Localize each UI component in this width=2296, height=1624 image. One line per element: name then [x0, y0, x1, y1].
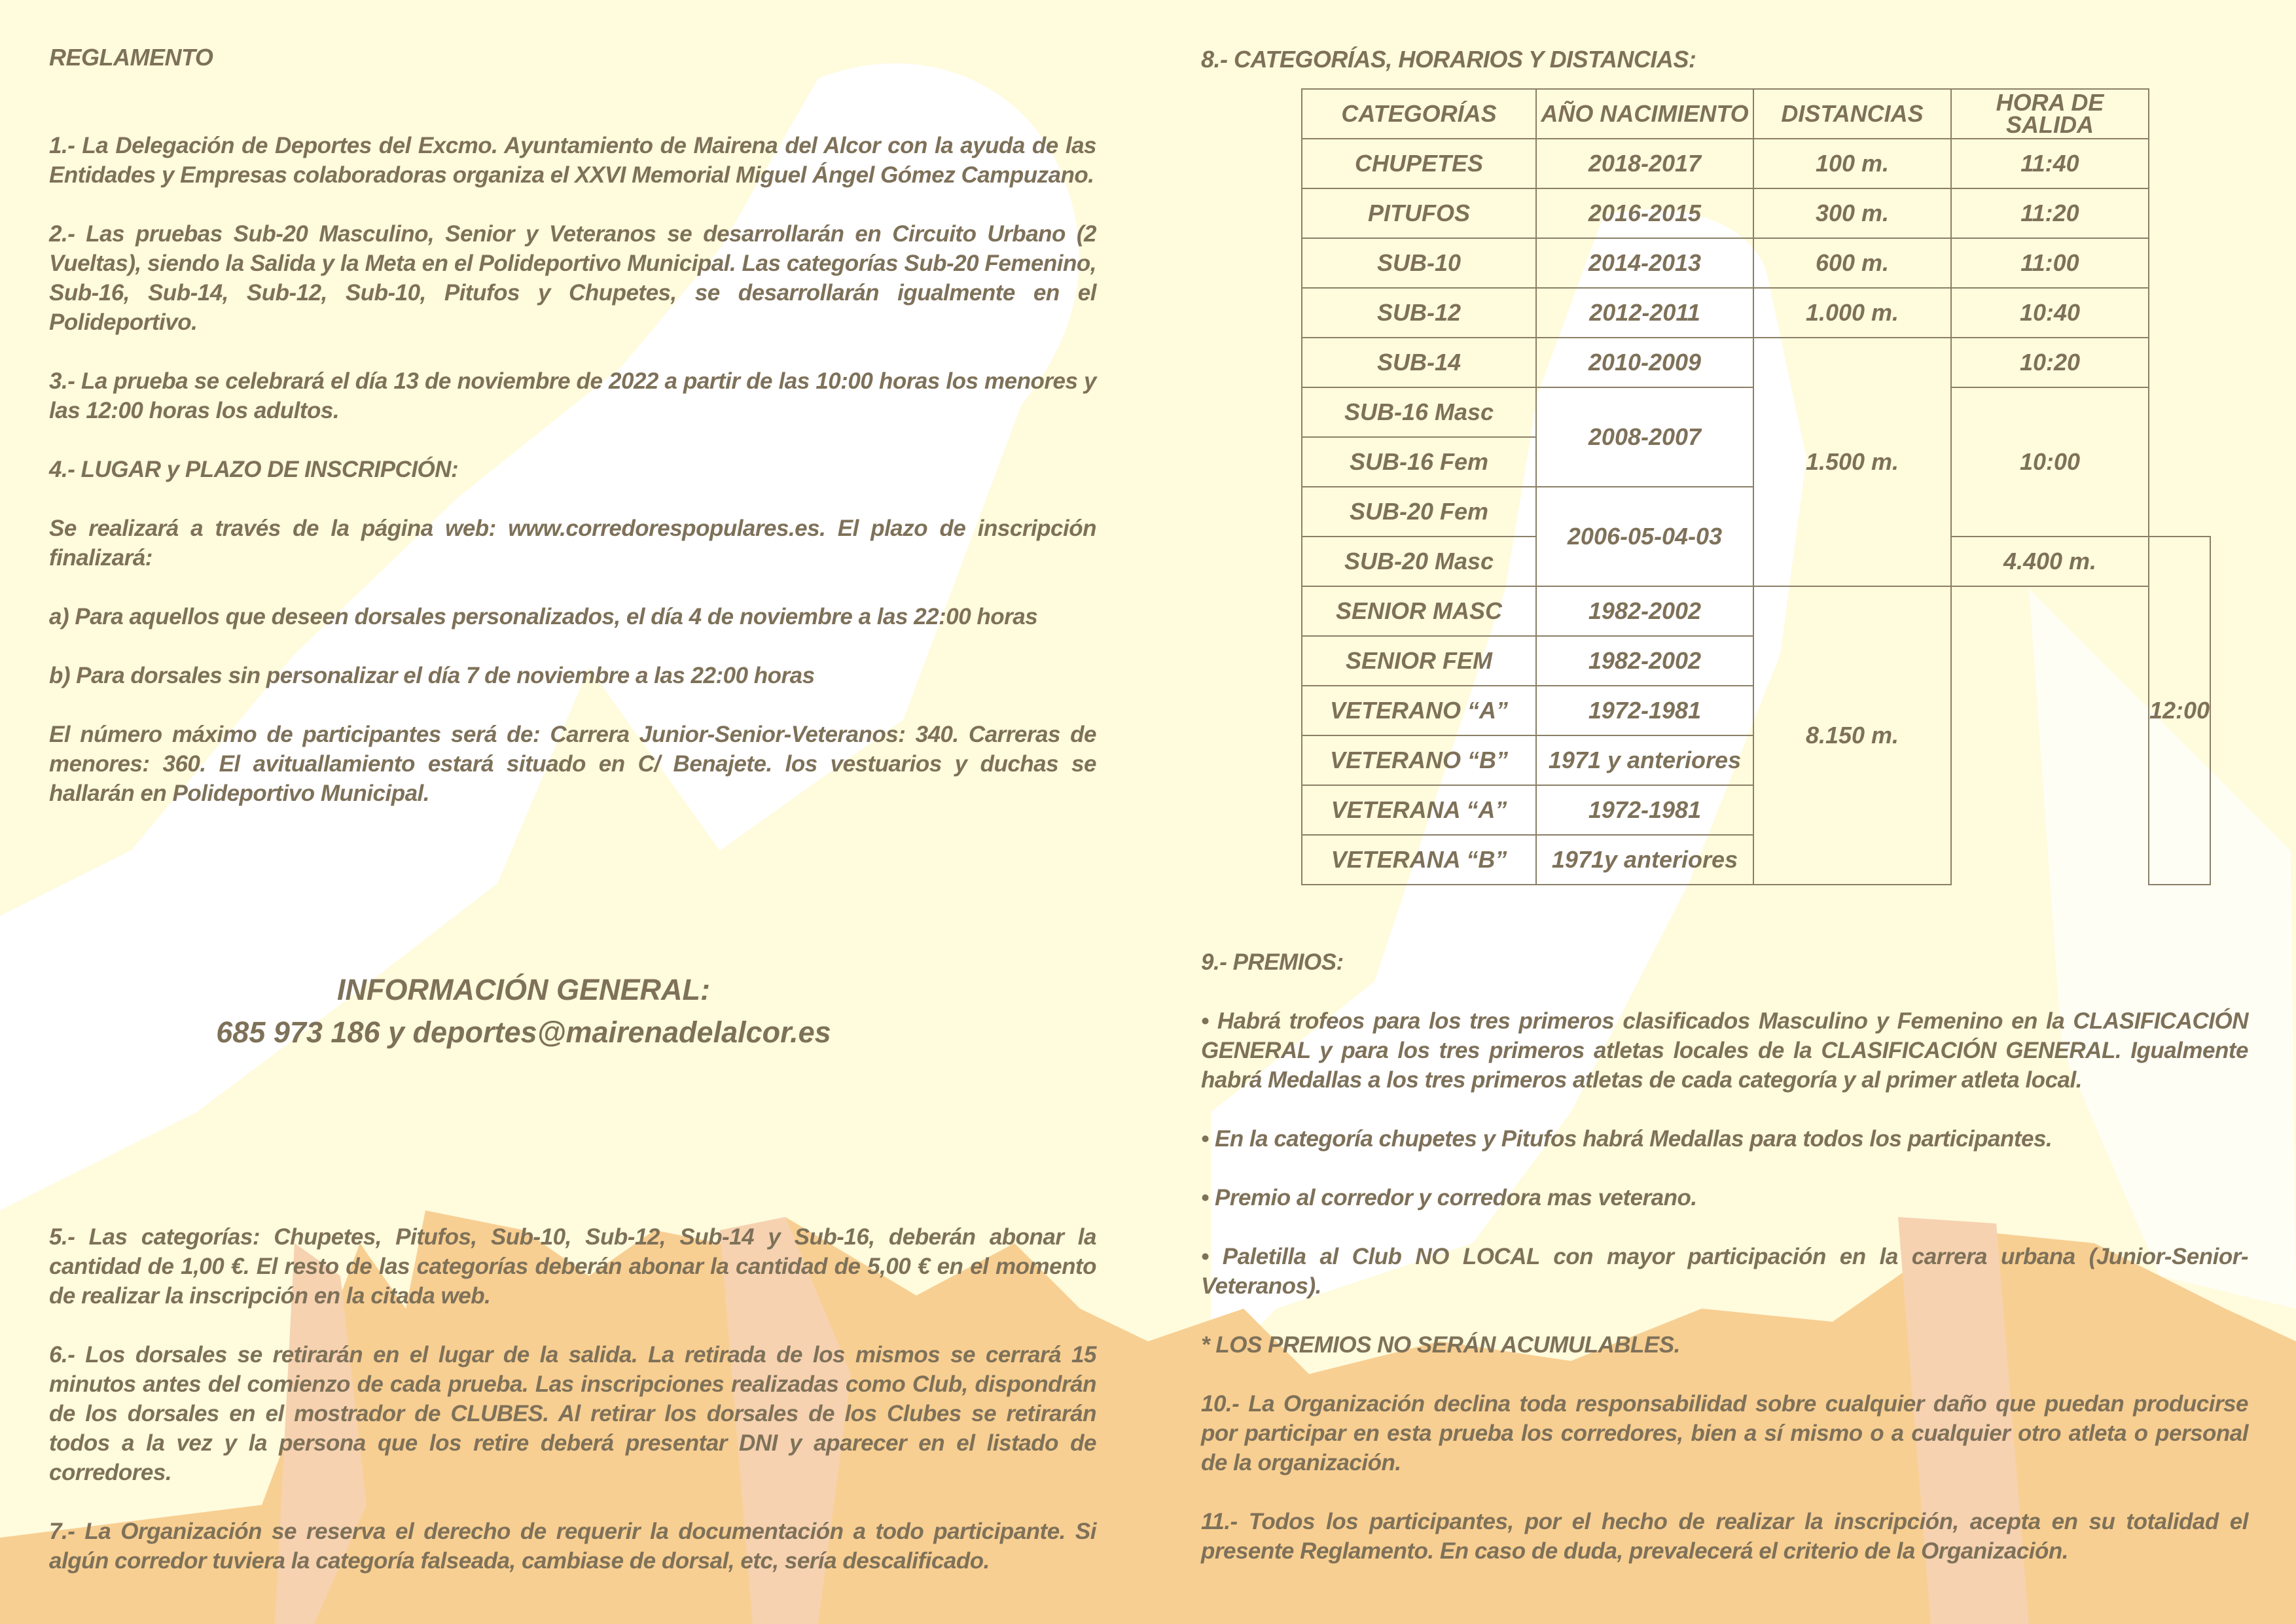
distance-cell: 600 m.	[1753, 238, 1951, 288]
paragraph-11: 11.- Todos los participantes, por el hecho de realizar la inscripción, acepta en su totalidad el presente Reglamento. En caso de duda, prevalecerá el criterio de la Organización.	[1201, 1509, 2248, 1564]
paragraph-7: 7.- La Organización se reserva el derecho de requerir la documentación a todo participante. Si algún corredor tuviera la categoría falseada, cambiase de dorsal, etc, sería descalificado.	[49, 1519, 1096, 1574]
year-cell: 1972-1981	[1536, 785, 1753, 835]
cat-cell: SENIOR FEM	[1302, 636, 1536, 686]
section-4-body: Se realizará a través de la página web: www.corredorespopulares.es. El plazo de inscripción finalizará:	[49, 516, 1096, 571]
header-categorias: CATEGORÍAS	[1302, 89, 1536, 139]
cat-cell: VETERANA “A”	[1302, 785, 1536, 835]
cat-cell: SUB-10	[1302, 238, 1536, 288]
header-distancias: DISTANCIAS	[1753, 89, 1951, 139]
header-hora-salida: HORA DE SALIDA	[1951, 89, 2149, 139]
general-info-contact: 685 973 186 y deportes@mairenadelalcor.es	[216, 1015, 831, 1049]
deadline-b: b) Para dorsales sin personalizar el día 7 de noviembre a las 22:00 horas	[49, 663, 815, 688]
time-cell: 10:20	[1951, 338, 2149, 387]
cat-cell: SUB-14	[1302, 338, 1536, 387]
table-row	[1302, 238, 2210, 288]
prize-bullet-2: • En la categoría chupetes y Pitufos habrá Medallas para todos los participantes.	[1201, 1126, 2053, 1152]
prizes-note: * LOS PREMIOS NO SERÁN ACUMULABLES.	[1201, 1332, 1680, 1358]
year-cell: 1982-2002	[1536, 586, 1753, 636]
year-cell: 1972-1981	[1536, 686, 1753, 735]
section-9-heading: 9.- PREMIOS:	[1201, 949, 1344, 975]
distance-cell: 4.400 m.	[1951, 537, 2149, 586]
cat-cell: SUB-12	[1302, 288, 1536, 338]
section-4-heading: 4.- LUGAR y PLAZO DE INSCRIPCIÓN:	[49, 457, 459, 482]
right-bottom-column	[1201, 947, 2248, 1595]
table-row	[1302, 586, 2210, 636]
year-cell: 1971y anteriores	[1536, 835, 1753, 885]
year-cell: 2014-2013	[1536, 238, 1753, 288]
categories-table	[1301, 88, 2211, 885]
paragraph-5: 5.- Las categorías: Chupetes, Pitufos, Sub-10, Sub-12, Sub-14 y Sub-16, deberán abonar la cantidad de 1,00 €. El resto de las categorías deberán abonar la cantidad de 5,00 € en el momento de realizar la inscripción en la citada web.	[49, 1224, 1096, 1309]
time-cell: 11:40	[1951, 139, 2149, 188]
paragraph-2: 2.- Las pruebas Sub-20 Masculino, Senior y Veteranos se desarrollarán en Circuito Urbano (2 Vueltas), siendo la Salida y la Meta en el Polideportivo Municipal. Las categorías Sub-20 Femenino, Sub-16, Sub-14, Sub-12, Sub-10, Pitufos y Chupetes, se desarrollarán igualmente en el Polideportivo.	[49, 221, 1096, 335]
section-8-heading-wrap	[1201, 44, 2248, 74]
year-cell: 2010-2009	[1536, 338, 1753, 387]
table-row	[1302, 288, 2210, 338]
header-ano-nacimiento: AÑO NACIMIENTO	[1536, 89, 1753, 139]
table-header-row	[1302, 89, 2210, 139]
table-row	[1302, 139, 2210, 188]
distance-cell: 1.500 m.	[1753, 338, 1951, 586]
table-row	[1302, 188, 2210, 238]
prize-bullet-4: • Paletilla al Club NO LOCAL con mayor participación en la carrera urbana (Junior-Senior-Veteranos).	[1201, 1244, 2248, 1299]
cat-cell: SUB-20 Fem	[1302, 487, 1536, 537]
deadline-a: a) Para aquellos que deseen dorsales personalizados, el día 4 de noviembre a las 22:00 horas	[49, 604, 1038, 629]
cat-cell: SENIOR MASC	[1302, 586, 1536, 636]
year-cell: 2008-2007	[1536, 387, 1753, 487]
cat-cell: PITUFOS	[1302, 188, 1536, 238]
time-cell: 11:20	[1951, 188, 2149, 238]
cat-cell: VETERANO “A”	[1302, 686, 1536, 735]
year-cell: 1971 y anteriores	[1536, 735, 1753, 785]
max-participants: El número máximo de participantes será de: Carrera Junior-Senior-Veteranos: 340. Carreras de menores: 360. El avituallamiento estará situado en C/ Benajete. los vestuarios y duchas se hallarán en Polideportivo Municipal.	[49, 722, 1096, 806]
left-column	[49, 43, 1096, 838]
cat-cell: SUB-16 Masc	[1302, 387, 1536, 437]
paragraph-3: 3.- La prueba se celebrará el día 13 de noviembre de 2022 a partir de las 10:00 horas los menores y las 12:00 horas los adultos.	[49, 368, 1096, 423]
distance-cell: 300 m.	[1753, 188, 1951, 238]
year-cell: 2018-2017	[1536, 139, 1753, 188]
time-cell: 10:00	[1951, 387, 2149, 537]
cat-cell: SUB-16 Fem	[1302, 437, 1536, 487]
time-cell: 12:00	[2149, 537, 2210, 885]
cat-cell: SUB-20 Masc	[1302, 537, 1536, 586]
time-cell: 10:40	[1951, 288, 2149, 338]
year-cell: 2012-2011	[1536, 288, 1753, 338]
general-info-block	[196, 968, 851, 1053]
table-row	[1302, 338, 2210, 387]
distance-cell: 8.150 m.	[1753, 586, 1951, 885]
prize-bullet-3: • Premio al corredor y corredora mas veterano.	[1201, 1185, 1697, 1210]
general-info-title: INFORMACIÓN GENERAL:	[337, 973, 710, 1006]
year-cell: 2016-2015	[1536, 188, 1753, 238]
year-cell: 2006-05-04-03	[1536, 487, 1753, 586]
time-cell: 11:00	[1951, 238, 2149, 288]
paragraph-1: 1.- La Delegación de Deportes del Excmo. Ayuntamiento de Mairena del Alcor con la ayuda de las Entidades y Empresas colaboradoras organiza el XXVI Memorial Miguel Ángel Gómez Campuzano.	[49, 133, 1096, 188]
section-8-heading: 8.- CATEGORÍAS, HORARIOS Y DISTANCIAS:	[1201, 46, 1696, 73]
prize-bullet-1: • Habrá trofeos para los tres primeros clasificados Masculino y Femenino en la CLASIFICACIÓN GENERAL y para los tres primeros atletas locales de la CLASIFICACIÓN GENERAL. Igualmente habrá Medallas a los tres primeros atletas de cada categoría y al primer atleta local.	[1201, 1008, 2248, 1093]
reglamento-title: REGLAMENTO	[49, 44, 213, 71]
cat-cell: VETERANA “B”	[1302, 835, 1536, 885]
paragraph-10: 10.- La Organización declina toda responsabilidad sobre cualquier daño que puedan producirse por participar en esta prueba los corredores, bien a sí mismo o a cualquier otro atleta o personal de la organización.	[1201, 1391, 2248, 1475]
cat-cell: CHUPETES	[1302, 139, 1536, 188]
distance-cell: 1.000 m.	[1753, 288, 1951, 338]
year-cell: 1982-2002	[1536, 636, 1753, 686]
left-bottom-column	[49, 1222, 1096, 1605]
cat-cell: VETERANO “B”	[1302, 735, 1536, 785]
paragraph-6: 6.- Los dorsales se retirarán en el lugar de la salida. La retirada de los mismos se cerrará 15 minutos antes del comienzo de cada prueba. Las inscripciones realizadas como Club, dispondrán de los dorsales en el mostrador de CLUBES. Al retirar los dorsales de los Clubes se retirarán todos a la vez y la persona que los retire deberá presentar DNI y aparecer en el listado de corredores.	[49, 1342, 1096, 1485]
distance-cell: 100 m.	[1753, 139, 1951, 188]
